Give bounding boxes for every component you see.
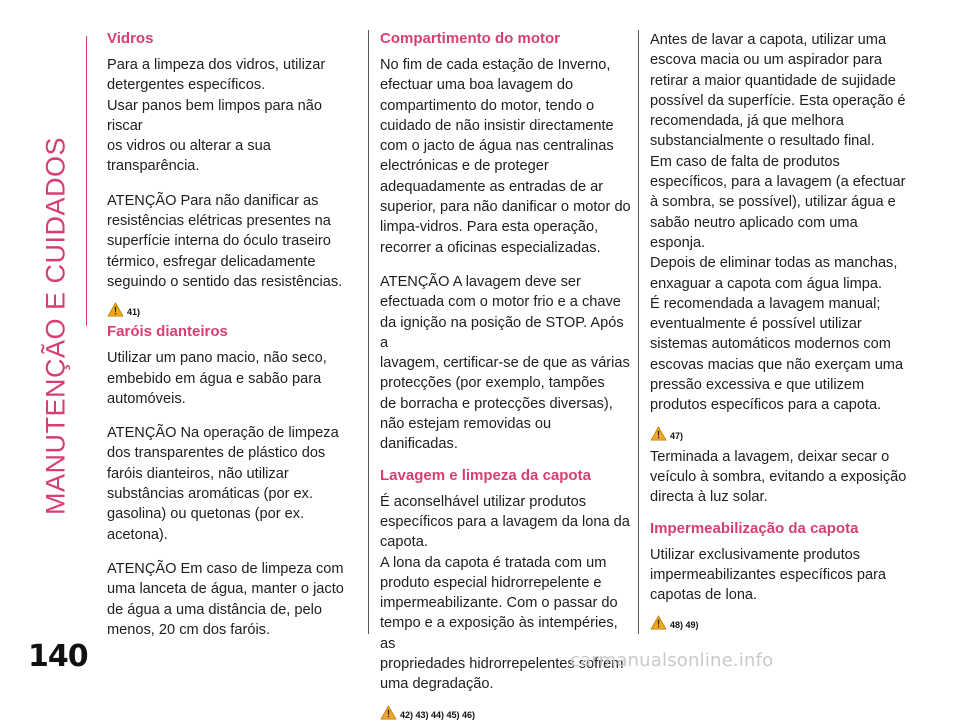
column-divider-2	[638, 30, 639, 634]
chapter-title-text: MANUTENÇÃO E CUIDADOS	[40, 136, 71, 516]
text-attention-water-jet: ATENÇÃO Em caso de limpeza com uma lanceta de água, manter o jacto de água a uma distância de, pelo menos, 20 cm dos faróis.	[107, 560, 344, 638]
heading-waterproofing: Impermeabilização da capota	[650, 519, 859, 537]
text-waterproofing: Utilizar exclusivamente produtos impermeabilizantes específicos para capotas de lona.	[650, 546, 887, 604]
chapter-rule	[86, 36, 87, 326]
column-2	[380, 30, 632, 726]
page-number: 140	[28, 639, 88, 674]
text-engine: No fim de cada estação de Inverno, efectuar uma boa lavagem do compartimento do motor, tendo o cuidado de não insistir directamente com o jacto de água nas centralinas electrónicas e de proteger adequadamente as entradas de ar superior, para não danificar o motor do limpa-vidros. Para esta operação, recorrer a oficinas especializadas.	[380, 57, 631, 256]
heading-headlights: Faróis dianteiros	[107, 323, 228, 341]
warning-ref-48-49	[650, 610, 912, 630]
column-divider-1	[368, 30, 369, 634]
text-after-wash: Terminada a lavagem, deixar secar o veículo à sombra, evitando a exposição directa à luz solar.	[650, 448, 907, 506]
column-3	[650, 30, 912, 636]
warning-refs: 42) 43) 44) 45) 46)	[400, 709, 476, 720]
warning-refs: 48) 49)	[670, 620, 699, 631]
warning-triangle-icon	[380, 705, 397, 720]
text-hood-wash: É aconselhável utilizar produtos específicos para a lavagem da lona da capota. A lona da capota é tratada com um produto especial hidrorrepelente e impermeabilizante. Com o passar do tempo e a exposição às intempéries, as propriedades hidrorrepelentes sofrem uma degradação.	[380, 493, 630, 693]
heading-glass: Vidros	[107, 30, 154, 47]
column-1	[107, 30, 359, 640]
warning-triangle-icon	[107, 302, 124, 317]
warning-ref-42-46	[380, 700, 632, 720]
warning-ref-47	[650, 421, 912, 441]
text-attention-rear-window: ATENÇÃO Para não danificar as resistências elétricas presentes na superfície interna do óculo traseiro térmico, esfregar delicadamente seguindo o sentido das resistências.	[107, 192, 343, 290]
heading-hood-wash: Lavagem e limpeza da capota	[380, 466, 591, 484]
warning-triangle-icon	[650, 615, 667, 630]
warning-refs: 41)	[127, 307, 141, 318]
warning-refs: 47)	[670, 430, 684, 441]
heading-engine: Compartimento do motor	[380, 30, 560, 47]
text-glass: Para a limpeza dos vidros, utilizar detergentes específicos. Usar panos bem limpos para não riscar os vidros ou alterar a sua transparência.	[107, 57, 326, 175]
text-before-wash: Antes de lavar a capota, utilizar uma escova macia ou um aspirador para retirar a maior quantidade de sujidade possível da superfície. Esta operação é recomendada, já que melhora substancialmente o resultado final. Em caso de falta de produtos específicos, para a lavagem (a efectuar à sombra, se possível), utilizar água e sabão neutro aplicado com uma esponja. Depois de eliminar todas as manchas, enxaguar a capota com água limpa. É recomendada a lavagem manual; eventualmente é possível utilizar sistemas automáticos modernos com escovas macias que não exerçam uma pressão excessiva e que utilizem produtos específicos para a capota.	[650, 32, 906, 414]
text-attention-plastic: ATENÇÃO Na operação de limpeza dos transparentes de plástico dos faróis dianteiros, não utilizar substâncias aromáticas (por ex. gasolina) ou quetonas (por ex. acetona).	[107, 425, 339, 543]
text-attention-engine: ATENÇÃO A lavagem deve ser efectuada com o motor frio e a chave da ignição na posição de STOP. Após a lavagem, certificar-se de que as várias protecções (por exemplo, tampões de borracha e protecções diversas), não estejam removidas ou danificadas.	[380, 273, 630, 453]
warning-triangle-icon	[650, 426, 667, 441]
warning-ref-41	[107, 297, 359, 317]
text-headlights: Utilizar um pano macio, não seco, embebido em água e sabão para automóveis.	[107, 350, 327, 407]
watermark: carmanualsonline.info	[570, 650, 774, 671]
